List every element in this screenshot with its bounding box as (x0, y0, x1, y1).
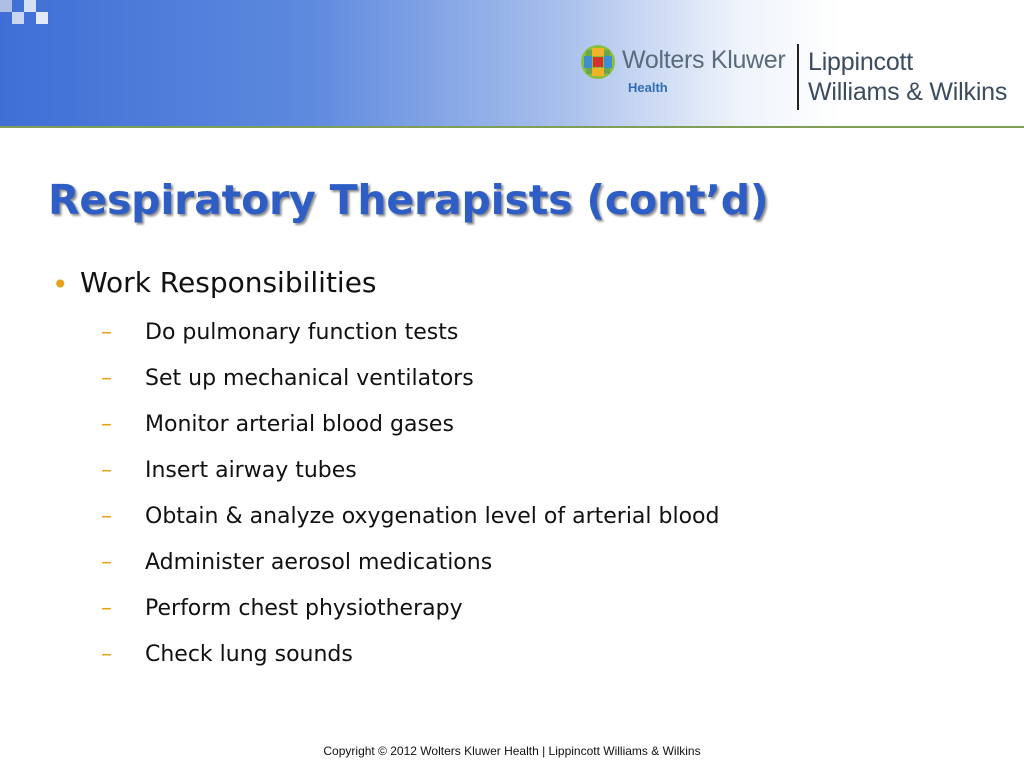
brand-sub: Health (628, 80, 668, 95)
dash-icon: – (101, 412, 112, 437)
slide-title: Respiratory Therapists (cont’d) (48, 176, 769, 224)
list-item (0, 642, 1024, 672)
list-item-text: Perform chest physiotherapy (145, 596, 463, 621)
list-item-text: Insert airway tubes (145, 458, 357, 483)
wolters-kluwer-globe-icon (580, 44, 616, 80)
dash-icon: – (101, 320, 112, 345)
decor-square (12, 12, 24, 24)
header-divider (0, 126, 1024, 128)
partner-line-2: Williams & Wilkins (808, 78, 1008, 106)
logo-divider (797, 44, 799, 110)
list-item-text: Obtain & analyze oxygenation level of arterial blood (145, 504, 720, 529)
list-item (0, 504, 1024, 534)
list-item-text: Administer aerosol medications (145, 550, 493, 575)
brand-primary: Wolters Kluwer (622, 46, 786, 74)
bullet-dot-icon: • (52, 268, 69, 301)
list-item-text: Do pulmonary function tests (145, 320, 459, 345)
publisher-logo (580, 40, 1020, 116)
list-item (0, 458, 1024, 488)
copyright-footer (0, 744, 1024, 758)
decor-square (0, 0, 12, 12)
dash-icon: – (101, 458, 112, 483)
header-banner (0, 0, 1024, 128)
decor-square (36, 12, 48, 24)
dash-icon: – (101, 550, 112, 575)
list-item (0, 412, 1024, 442)
dash-icon: – (101, 642, 112, 667)
list-item-text: Set up mechanical ventilators (145, 366, 474, 391)
partner-line-1: Lippincott (808, 48, 914, 76)
dash-icon: – (101, 366, 112, 391)
main-bullet-text: Work Responsibilities (80, 266, 377, 299)
list-item (0, 550, 1024, 580)
list-item (0, 366, 1024, 396)
dash-icon: – (101, 596, 112, 621)
list-item (0, 320, 1024, 350)
dash-icon: – (101, 504, 112, 529)
list-item (0, 596, 1024, 626)
list-item-text: Monitor arterial blood gases (145, 412, 454, 437)
copyright-text: Copyright © 2012 Wolters Kluwer Health | Lippincott Williams & Wilkins (323, 744, 701, 758)
list-item-text: Check lung sounds (145, 642, 353, 667)
decor-square (24, 0, 36, 12)
